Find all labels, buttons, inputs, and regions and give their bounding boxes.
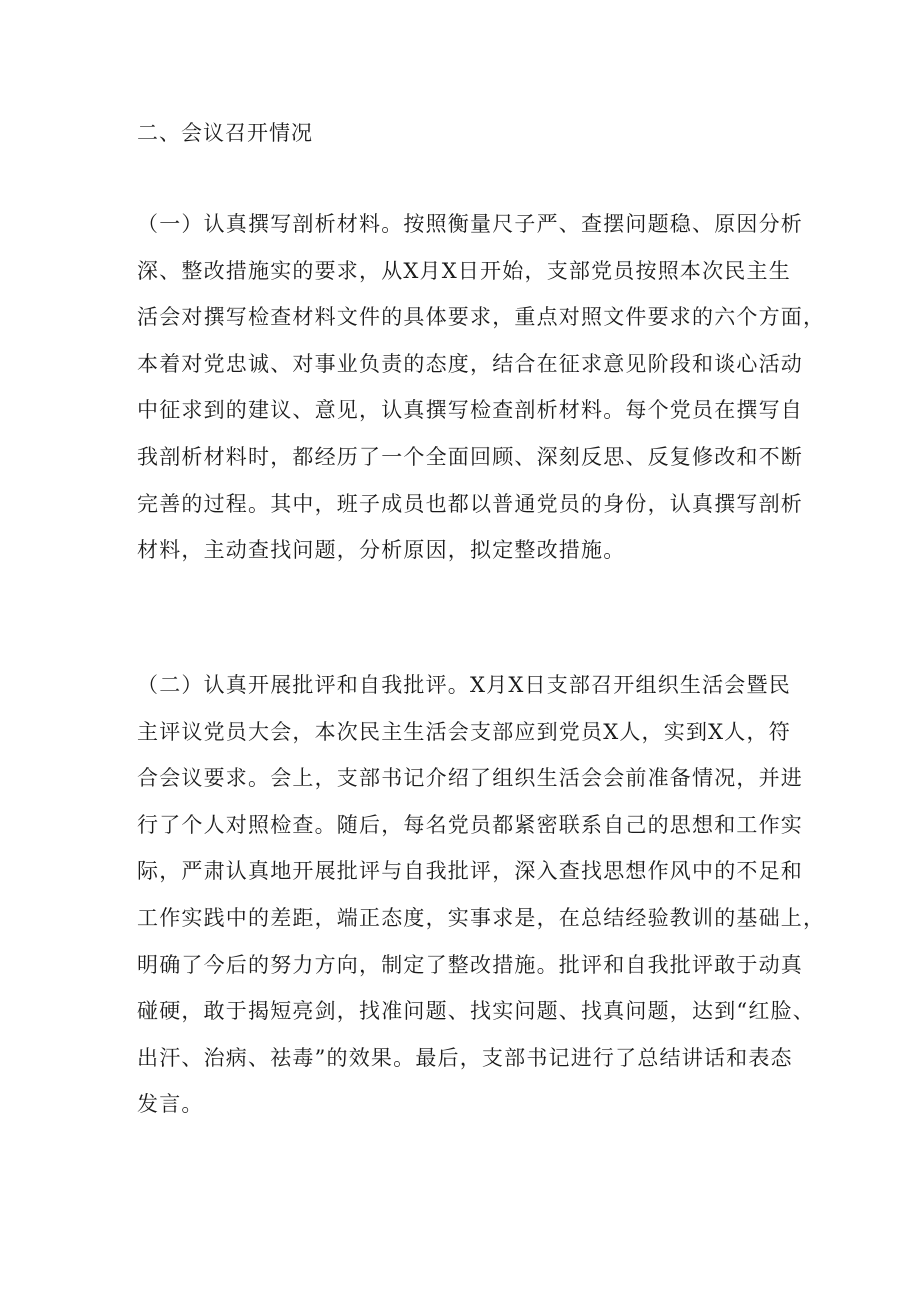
section-heading: 二、会议召开情况 xyxy=(137,121,313,145)
paragraph-line: 碰硬，敢于揭短亮剑，找准问题、找实问题、找真问题，达到“红脸、 xyxy=(137,999,815,1024)
paragraph-line: 活会对撰写检查材料文件的具体要求，重点对照文件要求的六个方面， xyxy=(137,305,826,330)
paragraph-line: 中征求到的建议、意见，认真撰写检查剖析材料。每个党员在撰写自 xyxy=(137,398,803,423)
paragraph-line: 本着对党忠诚、对事业负责的态度，结合在征求意见阶段和谈心活动 xyxy=(137,351,803,376)
paragraph-2 xyxy=(137,670,826,1136)
paragraph-line: 材料，主动查找问题，分析原因，拟定整改措施。 xyxy=(137,538,626,563)
paragraph-line: 出汗、治病、祛毒”的效果。最后，支部书记进行了总结讲话和表态 xyxy=(137,1045,793,1070)
paragraph-1 xyxy=(137,209,826,582)
paragraph-line: 主评议党员大会，本次民主生活会支部应到党员X人，实到X人，符 xyxy=(137,719,791,744)
paragraph-line: 发言。 xyxy=(137,1092,204,1117)
paragraph-line: 合会议要求。会上，支部书记介绍了组织生活会会前准备情况，并进 xyxy=(137,766,803,791)
paragraph-line: 行了个人对照检查。随后，每名党员都紧密联系自己的思想和工作实 xyxy=(137,812,803,837)
paragraph-line: 际，严肃认真地开展批评与自我批评，深入查找思想作风中的不足和 xyxy=(137,859,803,884)
paragraph-line: 工作实践中的差距，端正态度，实事求是，在总结经验教训的基础上， xyxy=(137,905,826,930)
paragraph-line: 我剖析材料时，都经历了一个全面回顾、深刻反思、反复修改和不断 xyxy=(137,444,803,469)
paragraph-line: （一）认真撰写剖析材料。按照衡量尺子严、查摆问题稳、原因分析 xyxy=(137,212,803,236)
paragraph-line: 深、整改措施实的要求，从X月X日开始，支部党员按照本次民主生 xyxy=(137,258,791,283)
paragraph-line: 明确了今后的努力方向，制定了整改措施。批评和自我批评敢于动真 xyxy=(137,952,803,977)
paragraph-line: 完善的过程。其中，班子成员也都以普通党员的身份，认真撰写剖析 xyxy=(137,491,803,516)
paragraph-line: （二）认真开展批评和自我批评。X月X日支部召开组织生活会暨民 xyxy=(137,673,791,697)
